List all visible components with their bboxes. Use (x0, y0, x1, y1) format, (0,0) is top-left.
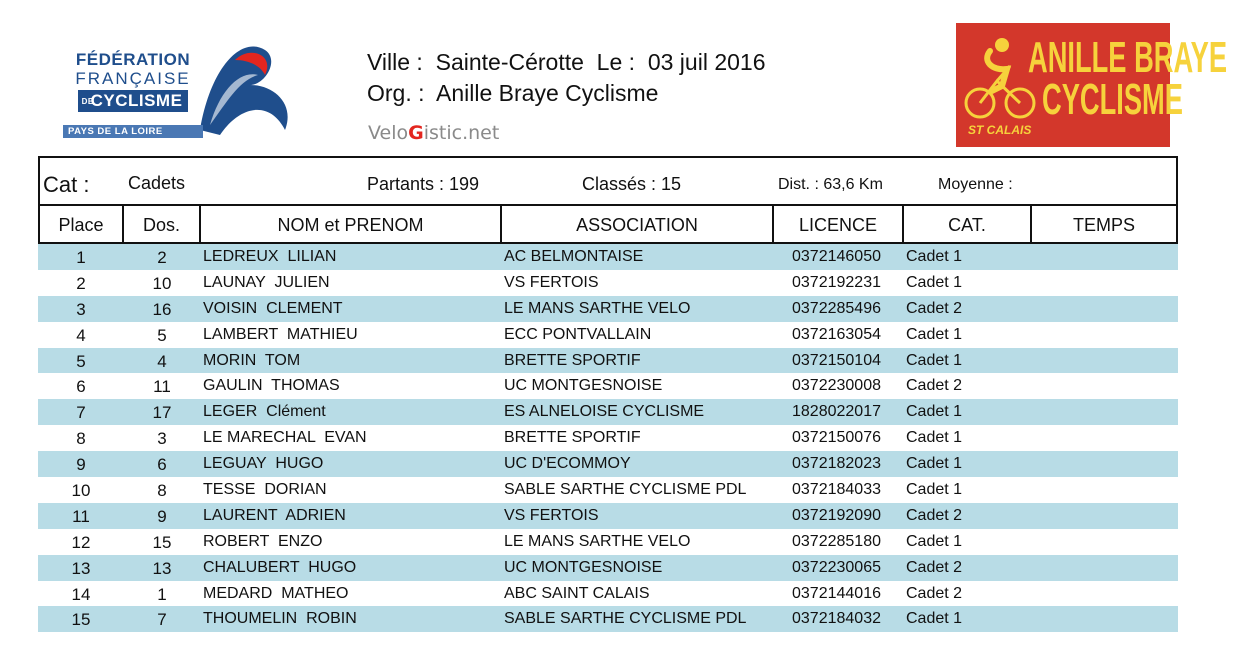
cat-label: Cat : (43, 172, 90, 197)
cell-dos: 1 (157, 584, 167, 604)
cell-association: ECC PONTVALLAIN (504, 325, 652, 343)
cell-association: SABLE SARTHE CYCLISME PDL (504, 610, 747, 628)
race-info-box (38, 156, 1178, 206)
ffc-line2: FRANÇAISE (75, 69, 191, 88)
cell-association: VS FERTOIS (504, 273, 599, 291)
cell-cat: Cadet 2 (906, 506, 963, 524)
ffc-line3-prefix: DE (81, 96, 94, 106)
cell-association: BRETTE SPORTIF (504, 351, 641, 369)
velogistic-brand (368, 122, 499, 144)
cell-name: LEGER Clément (203, 403, 326, 421)
cell-name: GAULIN THOMAS (203, 377, 340, 395)
cell-dos: 5 (157, 325, 167, 345)
cell-cat: Cadet 1 (906, 455, 963, 473)
club-logo (956, 23, 1228, 147)
cell-dos: 2 (157, 248, 167, 267)
cell-dos: 8 (157, 481, 167, 501)
cell-association: UC MONTGESNOISE (504, 558, 663, 576)
cell-association: UC MONTGESNOISE (504, 377, 663, 395)
cell-cat: Cadet 1 (906, 325, 963, 343)
cell-dos: 15 (152, 532, 172, 552)
table-row (38, 451, 1178, 477)
cat-value: Cadets (128, 173, 186, 193)
club-line1: ANILLE BRAYE (1028, 33, 1228, 82)
cell-licence: 0372146050 (792, 248, 881, 265)
cell-name: LEDREUX LILIAN (203, 248, 337, 265)
table-row (38, 555, 1178, 581)
cell-licence: 0372285496 (792, 299, 881, 317)
cell-place: 3 (76, 299, 86, 319)
results-table (38, 244, 1178, 632)
cell-dos: 16 (152, 299, 172, 319)
cell-place: 6 (76, 377, 86, 397)
cell-licence: 0372150104 (792, 351, 881, 369)
cell-association: LE MANS SARTHE VELO (504, 532, 691, 550)
col-header-association: ASSOCIATION (500, 206, 774, 244)
cell-cat: Cadet 1 (906, 351, 963, 369)
cell-name: CHALUBERT HUGO (203, 558, 357, 576)
cell-name: MEDARD MATHEO (203, 584, 349, 602)
moyenne: Moyenne : (938, 176, 1013, 193)
cell-name: LAUNAY JULIEN (203, 273, 330, 291)
cell-name: LEGUAY HUGO (203, 455, 324, 473)
cell-name: TESSE DORIAN (203, 481, 327, 499)
cell-name: LE MARECHAL EVAN (203, 429, 367, 447)
velogistic-part-b: istic.net (423, 122, 500, 144)
ffc-line1: FÉDÉRATION (75, 50, 191, 69)
cell-cat: Cadet 1 (906, 610, 963, 628)
table-row (38, 373, 1178, 399)
ffc-line4: PAYS DE LA LOIRE (63, 125, 203, 138)
cell-licence: 0372192231 (792, 273, 881, 291)
cell-place: 5 (76, 351, 86, 371)
cell-place: 14 (71, 584, 91, 604)
club-line3: ST CALAIS (968, 123, 1032, 137)
classes: Classés : 15 (582, 174, 682, 194)
table-row (38, 322, 1178, 348)
velogistic-part-a: Velo (368, 122, 409, 144)
cell-place: 10 (71, 481, 91, 501)
ffc-line3-text: CYCLISME (90, 91, 183, 110)
cell-dos: 9 (157, 506, 167, 526)
cell-dos: 6 (157, 455, 167, 475)
cell-name: MORIN TOM (203, 351, 301, 369)
table-row (38, 581, 1178, 607)
col-header-name: NOM et PRENOM (199, 206, 502, 244)
cell-association: UC D'ECOMMOY (504, 455, 631, 473)
cell-name: LAURENT ADRIEN (203, 506, 346, 524)
cell-cat: Cadet 2 (906, 584, 963, 602)
cell-association: ES ALNELOISE CYCLISME (504, 403, 705, 421)
cell-place: 4 (76, 325, 86, 345)
cell-association: LE MANS SARTHE VELO (504, 299, 691, 317)
cell-cat: Cadet 1 (906, 273, 963, 291)
table-row (38, 296, 1178, 322)
cell-licence: 0372150076 (792, 429, 881, 447)
cell-place: 7 (76, 403, 86, 423)
cell-cat: Cadet 1 (906, 532, 963, 550)
velogistic-part-g: G (408, 122, 424, 144)
cell-cat: Cadet 2 (906, 558, 963, 576)
table-row (38, 399, 1178, 425)
cell-association: SABLE SARTHE CYCLISME PDL (504, 481, 747, 499)
club-line2: CYCLISME (1042, 75, 1183, 124)
col-header-dos: Dos. (122, 206, 201, 244)
ffc-logo (55, 30, 300, 145)
partants: Partants : 199 (367, 174, 480, 194)
cell-licence: 0372182023 (792, 455, 881, 473)
ffc-line3 (78, 90, 189, 112)
cell-place: 9 (76, 455, 86, 475)
cell-place: 12 (71, 532, 91, 552)
cell-cat: Cadet 1 (906, 481, 963, 499)
col-header-place: Place (38, 206, 124, 244)
cell-dos: 7 (157, 610, 167, 630)
cell-place: 1 (76, 248, 86, 267)
cell-place: 2 (76, 273, 86, 293)
cell-association: VS FERTOIS (504, 506, 599, 524)
cell-place: 11 (72, 506, 90, 526)
cell-licence: 0372230008 (792, 377, 881, 395)
header-line-org: Org. : Anille Braye Cyclisme (367, 80, 659, 106)
cell-association: BRETTE SPORTIF (504, 429, 641, 447)
cell-licence: 0372163054 (792, 325, 881, 343)
col-header-cat: CAT. (902, 206, 1032, 244)
cell-dos: 17 (152, 403, 172, 423)
cell-place: 8 (76, 429, 86, 449)
table-row (38, 425, 1178, 451)
cell-licence: 0372285180 (792, 532, 881, 550)
cell-dos: 10 (152, 273, 172, 293)
cell-cat: Cadet 1 (906, 429, 963, 447)
table-row (38, 244, 1178, 270)
cell-dos: 4 (157, 351, 167, 371)
cell-name: THOUMELIN ROBIN (203, 610, 357, 628)
cell-name: ROBERT ENZO (203, 532, 323, 550)
cell-name: LAMBERT MATHIEU (203, 325, 358, 343)
cell-licence: 0372192090 (792, 506, 881, 524)
cell-licence: 0372184033 (792, 481, 881, 499)
cell-cat: Cadet 2 (906, 299, 963, 317)
cell-licence: 1828022017 (792, 403, 881, 421)
cell-licence: 0372144016 (792, 584, 881, 602)
cell-name: VOISIN CLEMENT (203, 299, 343, 317)
cell-dos: 3 (157, 429, 167, 449)
cell-place: 13 (71, 558, 91, 578)
header-line-ville: Ville : Sainte-Cérotte Le : 03 juil 2016 (367, 49, 766, 75)
cell-place: 15 (71, 610, 91, 630)
cell-dos: 13 (152, 558, 172, 578)
col-header-temps: TEMPS (1030, 206, 1178, 244)
cell-licence: 0372184032 (792, 610, 881, 628)
table-row (38, 270, 1178, 296)
cell-association: ABC SAINT CALAIS (504, 584, 650, 602)
table-row (38, 477, 1178, 503)
cell-cat: Cadet 1 (906, 403, 963, 421)
cell-licence: 0372230065 (792, 558, 881, 576)
distance: Dist. : 63,6 Km (778, 176, 883, 193)
table-row (38, 348, 1178, 374)
table-row (38, 503, 1178, 529)
col-header-licence: LICENCE (772, 206, 904, 244)
cell-cat: Cadet 2 (906, 377, 963, 395)
cell-association: AC BELMONTAISE (504, 248, 644, 265)
cell-dos: 11 (153, 377, 171, 397)
table-row (38, 529, 1178, 555)
table-row (38, 606, 1178, 632)
cell-cat: Cadet 1 (906, 248, 963, 265)
